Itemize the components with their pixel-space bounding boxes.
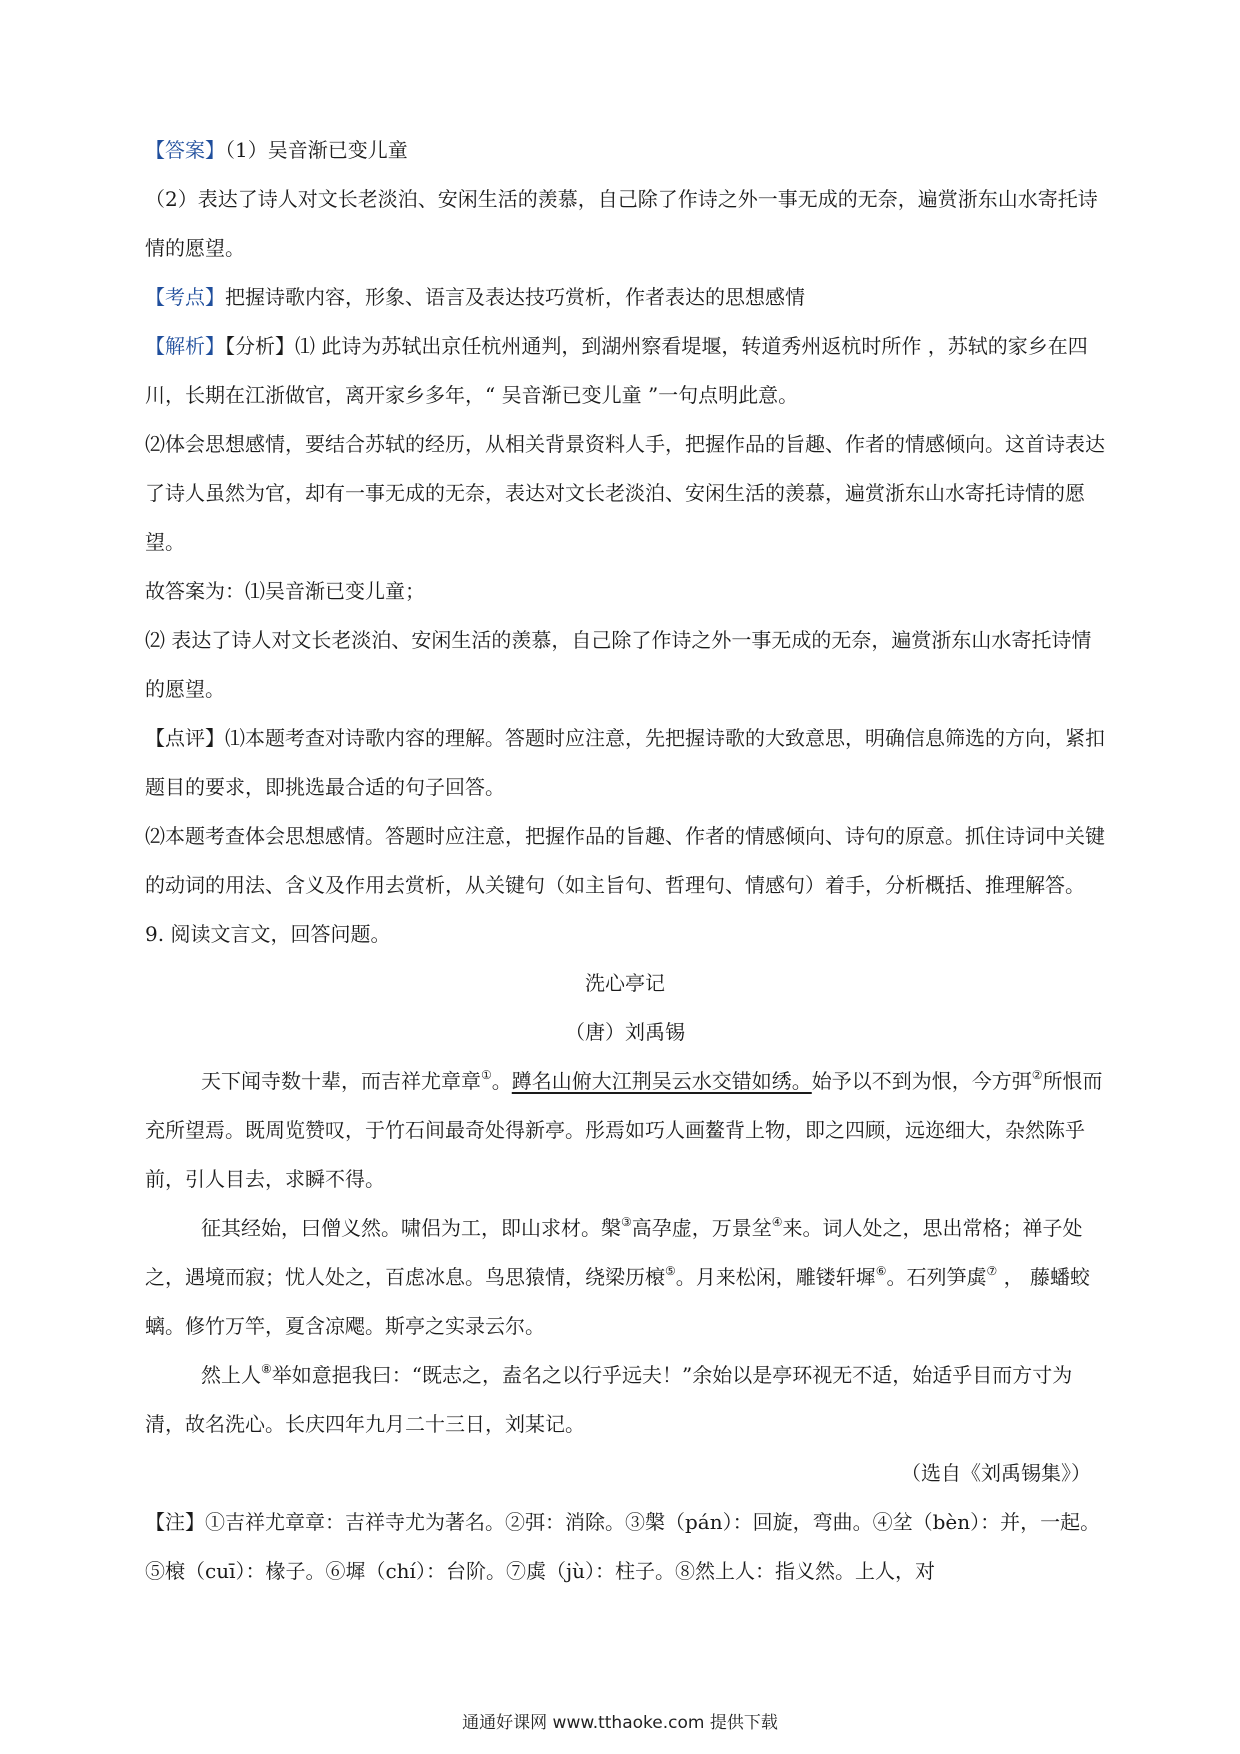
jiexi-p3: 故答案为：⑴吴音渐已变儿童； [145,579,425,603]
para2-text-a: 征其经始，曰僧义然。啸侣为工，即山求材。槃 [201,1216,621,1240]
para2-text-b: 高孕虚，万景坌 [631,1216,772,1240]
dianping-line-1 [145,714,1105,812]
note-marker-6: ⑥ [875,1264,887,1278]
passage-title: 洗心亭记 [585,971,665,995]
answer-tag: 【答案】 [145,138,225,162]
passage-author: （唐）刘禹锡 [565,1020,685,1044]
note-marker-3: ③ [621,1215,632,1229]
kaodian-text: 把握诗歌内容，形象、语言及表达技巧赏析，作者表达的思想感情 [225,285,805,309]
passage-paragraph-1 [145,1057,1105,1204]
para2-text-d: 。月来松闲，雕镂轩墀 [675,1265,876,1289]
notes-text: ①吉祥尤章章：吉祥寺尤为著名。②弭：消除。③槃（pán）：回旋，弯曲。④坌（bèn）：并，一起。⑤榱（cuī）：椽子。⑥墀（chí）：台阶。⑦虡（jù）：柱子。⑧然上人：指义然。上人，对 [145,1510,1101,1583]
answer-part-2: （2）表达了诗人对文长老淡泊、安闲生活的羡慕，自己除了作诗之外一事无成的无奈，遍赏浙东山水寄托诗情的愿望。 [145,187,1098,260]
note-marker-8: ⑧ [261,1362,272,1376]
para2-text-c: 来。词人处之，思出常格；禅子处之，遇境而寂；忧人处之，百虑冰息。鸟思猿情，绕梁历榱 [145,1216,1083,1289]
dianping-p2: ⑵本题考查体会思想感情。答题时应注意，把握作品的旨趣、作者的情感倾向、诗句的原意。抓住诗词中关键的动词的用法、含义及作用去赏析，从关键句（如主旨句、哲理句、情感句）着手，分析概括、推理解答。 [145,824,1105,897]
passage-paragraph-3 [145,1351,1105,1449]
dianping-tag: 【点评】 [145,726,225,750]
para3-text-b: 举如意挹我曰：“既志之，盍名之以行乎远夫！”余始以是亭环视无不适，始适乎目而方寸为清，故名洗心。长庆四年九月二十三日，刘某记。 [145,1363,1073,1436]
note-marker-2: ② [1031,1068,1043,1082]
note-marker-5: ⑤ [665,1264,676,1278]
dianping-p1: ⑴本题考查对诗歌内容的理解。答题时应注意，先把握诗歌的大致意思，明确信息筛选的方向，紧扣题目的要求，即挑选最合适的句子回答。 [145,726,1105,799]
notes-tag: 【注】 [145,1510,205,1534]
passage-paragraph-2 [145,1204,1105,1351]
underlined-sentence: 蹲名山俯大江荆吴云水交错如绣。 [511,1069,812,1093]
para1-text-d: 所恨而充所望焉。既周览赞叹，于竹石间最奇处得新亭。彤焉如巧人画鳌背上物，即之四顾，远迩细大，杂然陈乎前，引人目去，求瞬不得。 [145,1069,1103,1191]
para1-text-a: 天下闻寺数十辈，而吉祥尤章章 [201,1069,481,1093]
jiexi-tag: 【解析】 [145,334,225,358]
jiexi-line-1 [145,322,1105,420]
note-marker-4: ④ [771,1215,783,1229]
note-marker-1: ① [481,1068,492,1082]
passage-source: （选自《刘禹锡集》） [901,1461,1091,1485]
kaodian-line [145,273,1105,322]
answer-line-1 [145,126,1105,175]
jiexi-p1: 【分析】⑴ 此诗为苏轼出京任杭州通判，到湖州察看堤堰，转道秀州返杭时所作 ，苏轼的家乡在四川，长期在江浙做官，离开家乡多年，“ 吴音渐已变儿童 ”一句点明此意。 [145,334,1088,407]
notes-line [145,1498,1105,1596]
note-marker-7: ⑦ [986,1264,998,1278]
jiexi-p4: ⑵ 表达了诗人对文长老淡泊、安闲生活的羡慕，自己除了作诗之外一事无成的无奈，遍赏浙东山水寄托诗情的愿望。 [145,628,1092,701]
kaodian-tag: 【考点】 [145,285,225,309]
para1-text-b: 。 [491,1069,512,1093]
para1-text-c: 始予以不到为恨，今方弭 [811,1069,1032,1093]
para3-text-a: 然上人 [201,1363,261,1387]
question-9-stem: 9. 阅读文言文，回答问题。 [145,922,391,946]
page-content [145,126,1105,1596]
para2-text-f: ， 藤蟠蛟螭。修竹万竿，夏含凉飔。斯亭之实录云尔。 [145,1265,1091,1338]
jiexi-p2: ⑵体会思想感情，要结合苏轼的经历，从相关背景资料人手，把握作品的旨趣、作者的情感倾向。这首诗表达了诗人虽然为官，却有一事无成的无奈，表达对文长老淡泊、安闲生活的羡慕，遍赏浙东山水寄托诗情的愿望。 [145,432,1105,554]
para2-text-e: 。石列笋虡 [886,1265,987,1289]
page-footer: 通通好课网 www.tthaoke.com 提供下载 [462,1713,778,1733]
answer-part-1: （1）吴音渐已变儿童 [225,138,408,162]
